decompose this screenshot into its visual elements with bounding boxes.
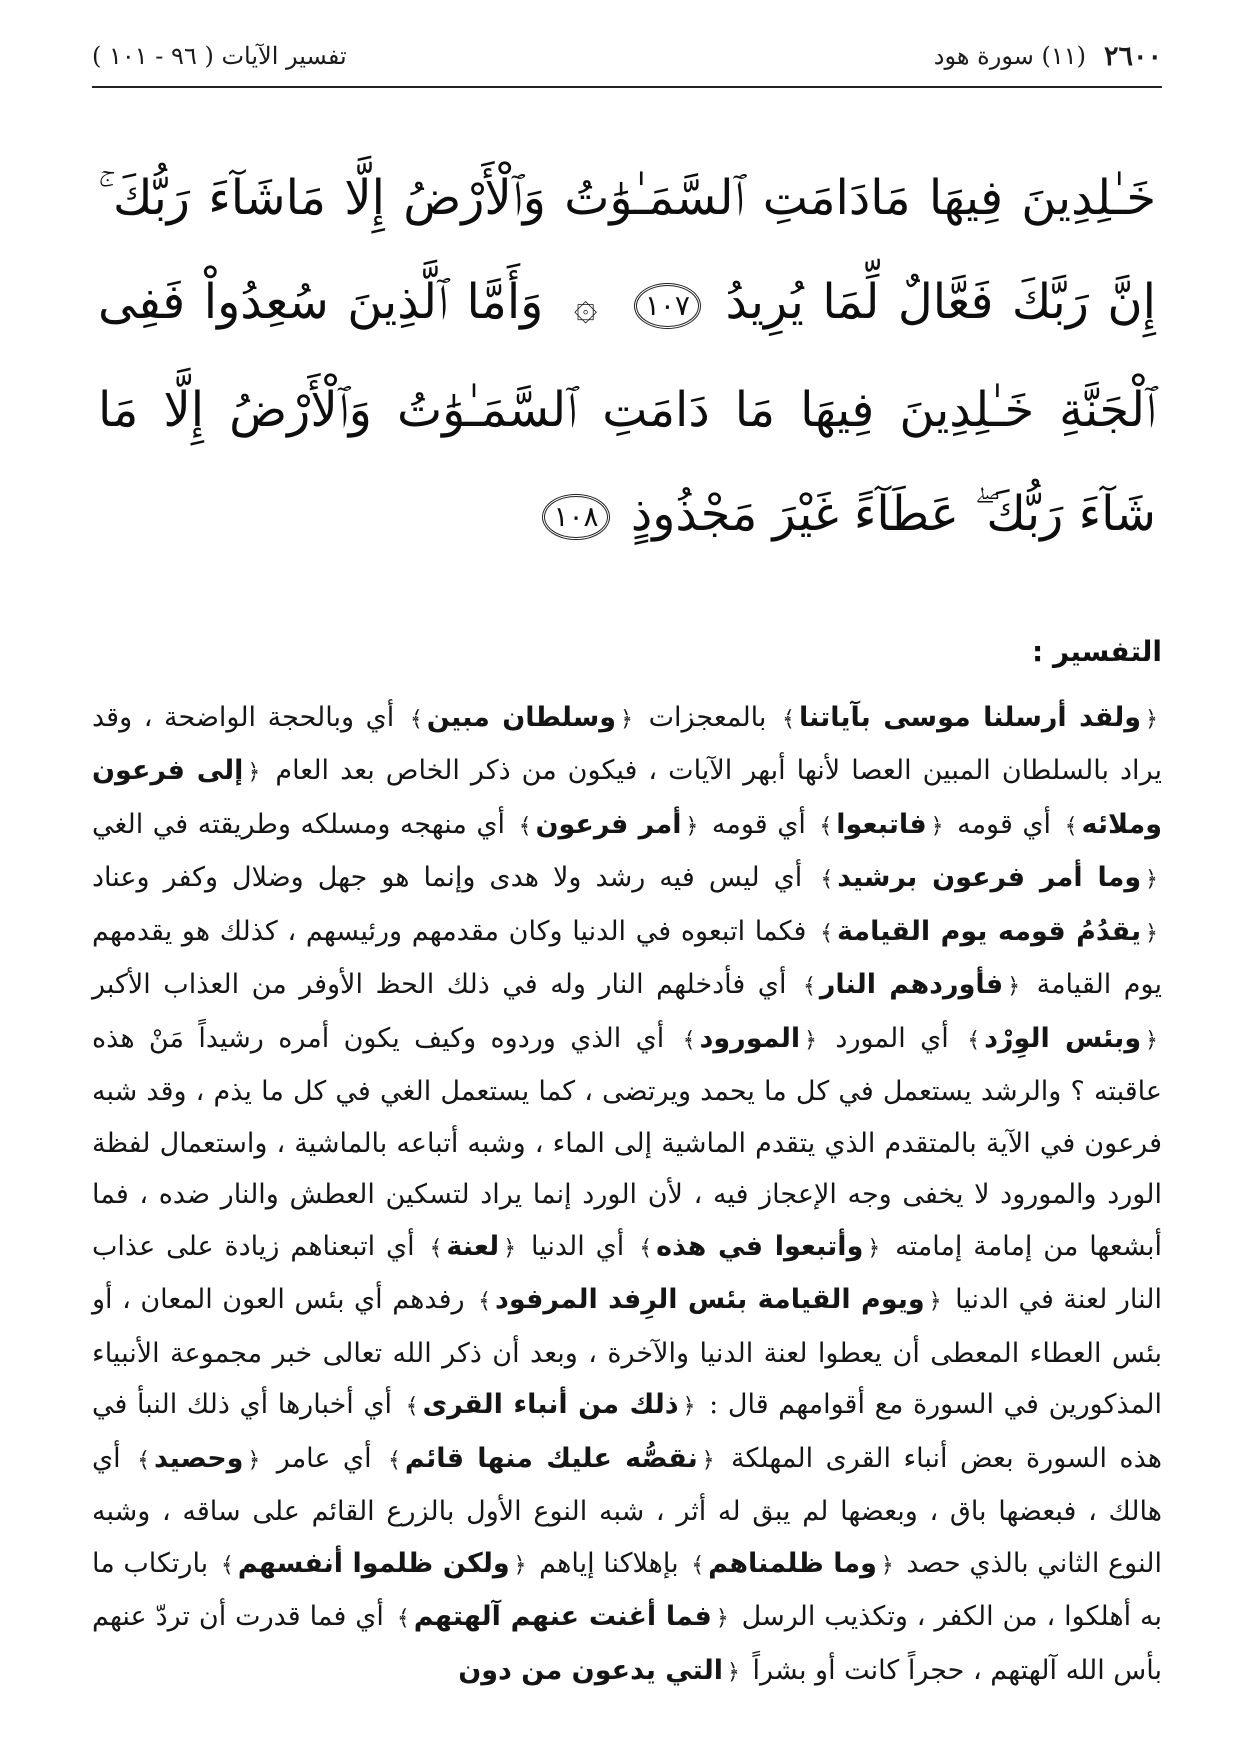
quoted-phrase: وحصيد [153,1442,244,1474]
surah-title: (١١) سورة هود [933,42,1086,70]
rub-el-hizb-icon: ۞ [573,282,598,329]
ornate-bracket-close-icon: ﴾ [682,1027,696,1053]
ornate-bracket-open-icon: ﴿ [804,1027,818,1053]
commentary-text: أي عامر [276,1442,372,1474]
quoted-phrase: لعنة [446,1230,500,1262]
ornate-bracket-close-icon: ﴾ [1064,813,1078,839]
page-header [92,30,1162,82]
ornate-bracket-open-icon: ﴿ [930,813,944,839]
ornate-bracket-open-icon: ﴿ [685,813,699,839]
ornate-bracket-open-icon: ﴿ [1145,867,1158,892]
tafsir-heading: التفسير : [1032,634,1162,668]
quoted-phrase: التي يدعون من دون [458,1654,723,1686]
ornate-bracket-open-icon: ﴿ [247,760,261,785]
commentary-text: أي هالك ، فبعضها باق ، وبعضها لم يبق له أثر ، شبه النوع الأول بالزرع القائم على ساقه ، وشبه النوع الثاني بالذي حصد [92,1442,1162,1579]
ornate-bracket-close-icon: ﴾ [820,867,834,892]
verse-line-2a: يُرِيدُ [725,274,804,330]
ornate-bracket-open-icon: ﴿ [867,1235,881,1261]
quoted-phrase: وما ظلمناهم [708,1547,877,1579]
quoted-phrase: ذلك من أنباء القرى [422,1389,679,1420]
commentary-text: بارتكاب ما به أهلكوا ، من الكفر ، وتكذيب الرسل [92,1547,1163,1632]
commentary-text: أي الدنيا [530,1230,625,1262]
commentary-text: أي فما قدرت أن تردّ عنهم بأس الله آلهتهم ، حجراً كانت أو بشراً [92,1601,1162,1686]
commentary-text: بالمعجزات [648,701,767,733]
commentary-text: أي قومه [711,808,806,840]
book-page [92,30,1162,1698]
ornate-bracket-close-icon: ﴾ [396,1606,410,1631]
ornate-bracket-close-icon: ﴾ [220,1552,234,1578]
ornate-bracket-open-icon: ﴿ [880,1552,894,1578]
ornate-bracket-close-icon: ﴾ [478,1289,491,1314]
verse-line-2b: وَأَمَّا ٱلَّذِينَ سُعِدُواْ فَفِى ٱلْجَنَّةِ خَـٰلِدِينَ فِيهَا مَا دَامَتِ ٱلسَّمَـٰوَٰتُ [98,274,1156,438]
quoted-phrase: ولكن ظلموا أنفسهم [237,1547,510,1579]
ornate-bracket-open-icon: ﴿ [715,1606,729,1631]
ornate-bracket-close-icon: ﴾ [388,1447,401,1473]
commentary-text: بإهلاكنا إياهم [539,1547,679,1579]
verse-number-marker: ١٠٨ [542,494,609,540]
ornate-bracket-close-icon: ﴾ [691,1552,705,1578]
ornate-bracket-close-icon: ﴾ [518,813,532,839]
ornate-bracket-close-icon: ﴾ [137,1447,150,1473]
commentary-text: أي ليس فيه رشد ولا هدى وإنما هو جهل وضلال وكفر وعناد [92,862,803,893]
verse-line-1: خَـٰلِدِينَ فِيهَا مَادَامَتِ ٱلسَّمَـٰوَٰتُ وَٱلْأَرْضُ إِلَّا مَاشَآءَ رَبُّكَ ۚ إِنَّ رَبَّكَ فَعَّالٌ لِّمَا [98,170,1157,330]
commentary-paragraph [92,692,1162,1699]
ornate-bracket-open-icon: ﴿ [701,1447,715,1473]
quoted-phrase: وسلطان مبين [426,701,617,733]
commentary-text: أي المورد [835,1022,949,1054]
ornate-bracket-open-icon: ﴿ [1145,920,1158,946]
quoted-phrase: يقدُمُ قومه يوم القيامة [837,915,1142,947]
quoted-phrase: وما أمر فرعون برشيد [837,862,1142,893]
quoted-phrase: أمر فرعون [535,808,682,840]
ornate-bracket-open-icon: ﴿ [1145,1027,1158,1053]
ayat-range: تفسير الآيات ( ٩٦ - ١٠١ ) [92,42,347,70]
quoted-phrase: إلى فرعون وملائه [92,755,1162,840]
quoted-phrase: فما أغنت عنهم آلهتهم [413,1601,712,1632]
quoted-phrase: وبئس الوِرْد [984,1022,1142,1054]
ornate-bracket-open-icon: ﴿ [247,1447,261,1473]
ornate-bracket-open-icon: ﴿ [620,706,633,732]
ornate-bracket-close-icon: ﴾ [802,974,816,999]
quran-verses [92,146,1162,566]
commentary-text: أي قومه [957,808,1052,840]
quoted-phrase: نقصُّه عليك منها قائم [404,1442,698,1474]
ornate-bracket-open-icon: ﴿ [1145,706,1158,732]
ornate-bracket-close-icon: ﴾ [639,1235,653,1261]
ornate-bracket-close-icon: ﴾ [782,706,795,732]
commentary-text: أي وبالحجة الواضحة ، وقد يراد بالسلطان المبين العصا لأنها أبهر الآيات ، فيكون من ذكر الخاص بعد العام [92,701,1162,786]
ornate-bracket-open-icon: ﴿ [682,1394,696,1419]
quoted-phrase: المورود [699,1022,801,1054]
ornate-bracket-open-icon: ﴿ [513,1552,527,1578]
ornate-bracket-open-icon: ﴿ [928,1289,942,1314]
ornate-bracket-open-icon: ﴿ [726,1659,740,1685]
commentary-text: أي أخبارها أي ذلك النبأ في هذه السورة بعض أنباء القرى المهلكة [92,1389,1162,1474]
page-number: ٢٦٠٠ [1103,40,1162,72]
ornate-bracket-close-icon: ﴾ [967,1027,981,1053]
quoted-phrase: ولقد أرسلنا موسى بآياتنا [798,701,1142,733]
ornate-bracket-close-icon: ﴾ [409,706,423,732]
header-right [934,41,1162,72]
commentary-text: فكما اتبعوه في الدنيا وكان مقدمهم ورئيسهم ، كذلك هو يقدمهم يوم القيامة [92,915,1162,1000]
header-divider [92,86,1162,88]
ornate-bracket-close-icon: ﴾ [429,1235,443,1261]
quoted-phrase: فاتبعوا [836,808,927,840]
quoted-phrase: فأوردهم النار [819,969,1004,1000]
ornate-bracket-open-icon: ﴿ [503,1235,517,1261]
commentary-text: رفدهم أي بئس العون المعان ، أو بئس العطاء المعطى أن يعطوا لعنة الدنيا والآخرة ، وبعد أن ذكر الله تعالى خبر مجموعة الأنبياء المذكورين في السورة مع أقوامهم قال : [92,1284,1162,1420]
tafsir-commentary [92,692,1162,1699]
verse-line-3: وَٱلْأَرْضُ إِلَّا مَا شَآءَ رَبُّكَ ۖ عَطَآءً غَيْرَ مَجْذُوذٍ [98,381,1156,542]
commentary-text: أي منهجه ومسلكه وطريقته في الغي [92,808,506,840]
commentary-text: أي فأدخلهم النار وله في ذلك الحظ الأوفر من العذاب الأكبر [92,969,787,1000]
quoted-phrase: ويوم القيامة بئس الرِفد المرفود [494,1284,925,1315]
commentary-text: أي اتبعناهم زيادة على عذاب النار لعنة في الدنيا [92,1230,1162,1315]
ornate-bracket-close-icon: ﴾ [820,920,834,946]
quoted-phrase: وأتبعوا في هذه [656,1230,864,1262]
ornate-bracket-open-icon: ﴿ [1007,974,1021,999]
ornate-bracket-close-icon: ﴾ [819,813,833,839]
commentary-text: أي الذي وردوه وكيف يكون أمره رشيداً مَنْ هذه عاقبته ؟ والرشد يستعمل في كل ما يحمد ويرتضى ، كما يستعمل الغي في كل ما يذم ، وقد شبه فرعون في الآية بالمتقدم الذي يتقدم الماشية إلى الماء ، وشبه أتباعه بالماشية ، واستعمال لفظة الورد والمورود لا يخفى وجه الإعجاز فيه ، لأن الورد إنما يراد لتسكين العطش والنار ضده ، فما أبشعها من إمامة إمامته [92,1022,1163,1262]
verse-number-marker: ١٠٧ [634,283,701,329]
ornate-bracket-close-icon: ﴾ [405,1394,419,1419]
